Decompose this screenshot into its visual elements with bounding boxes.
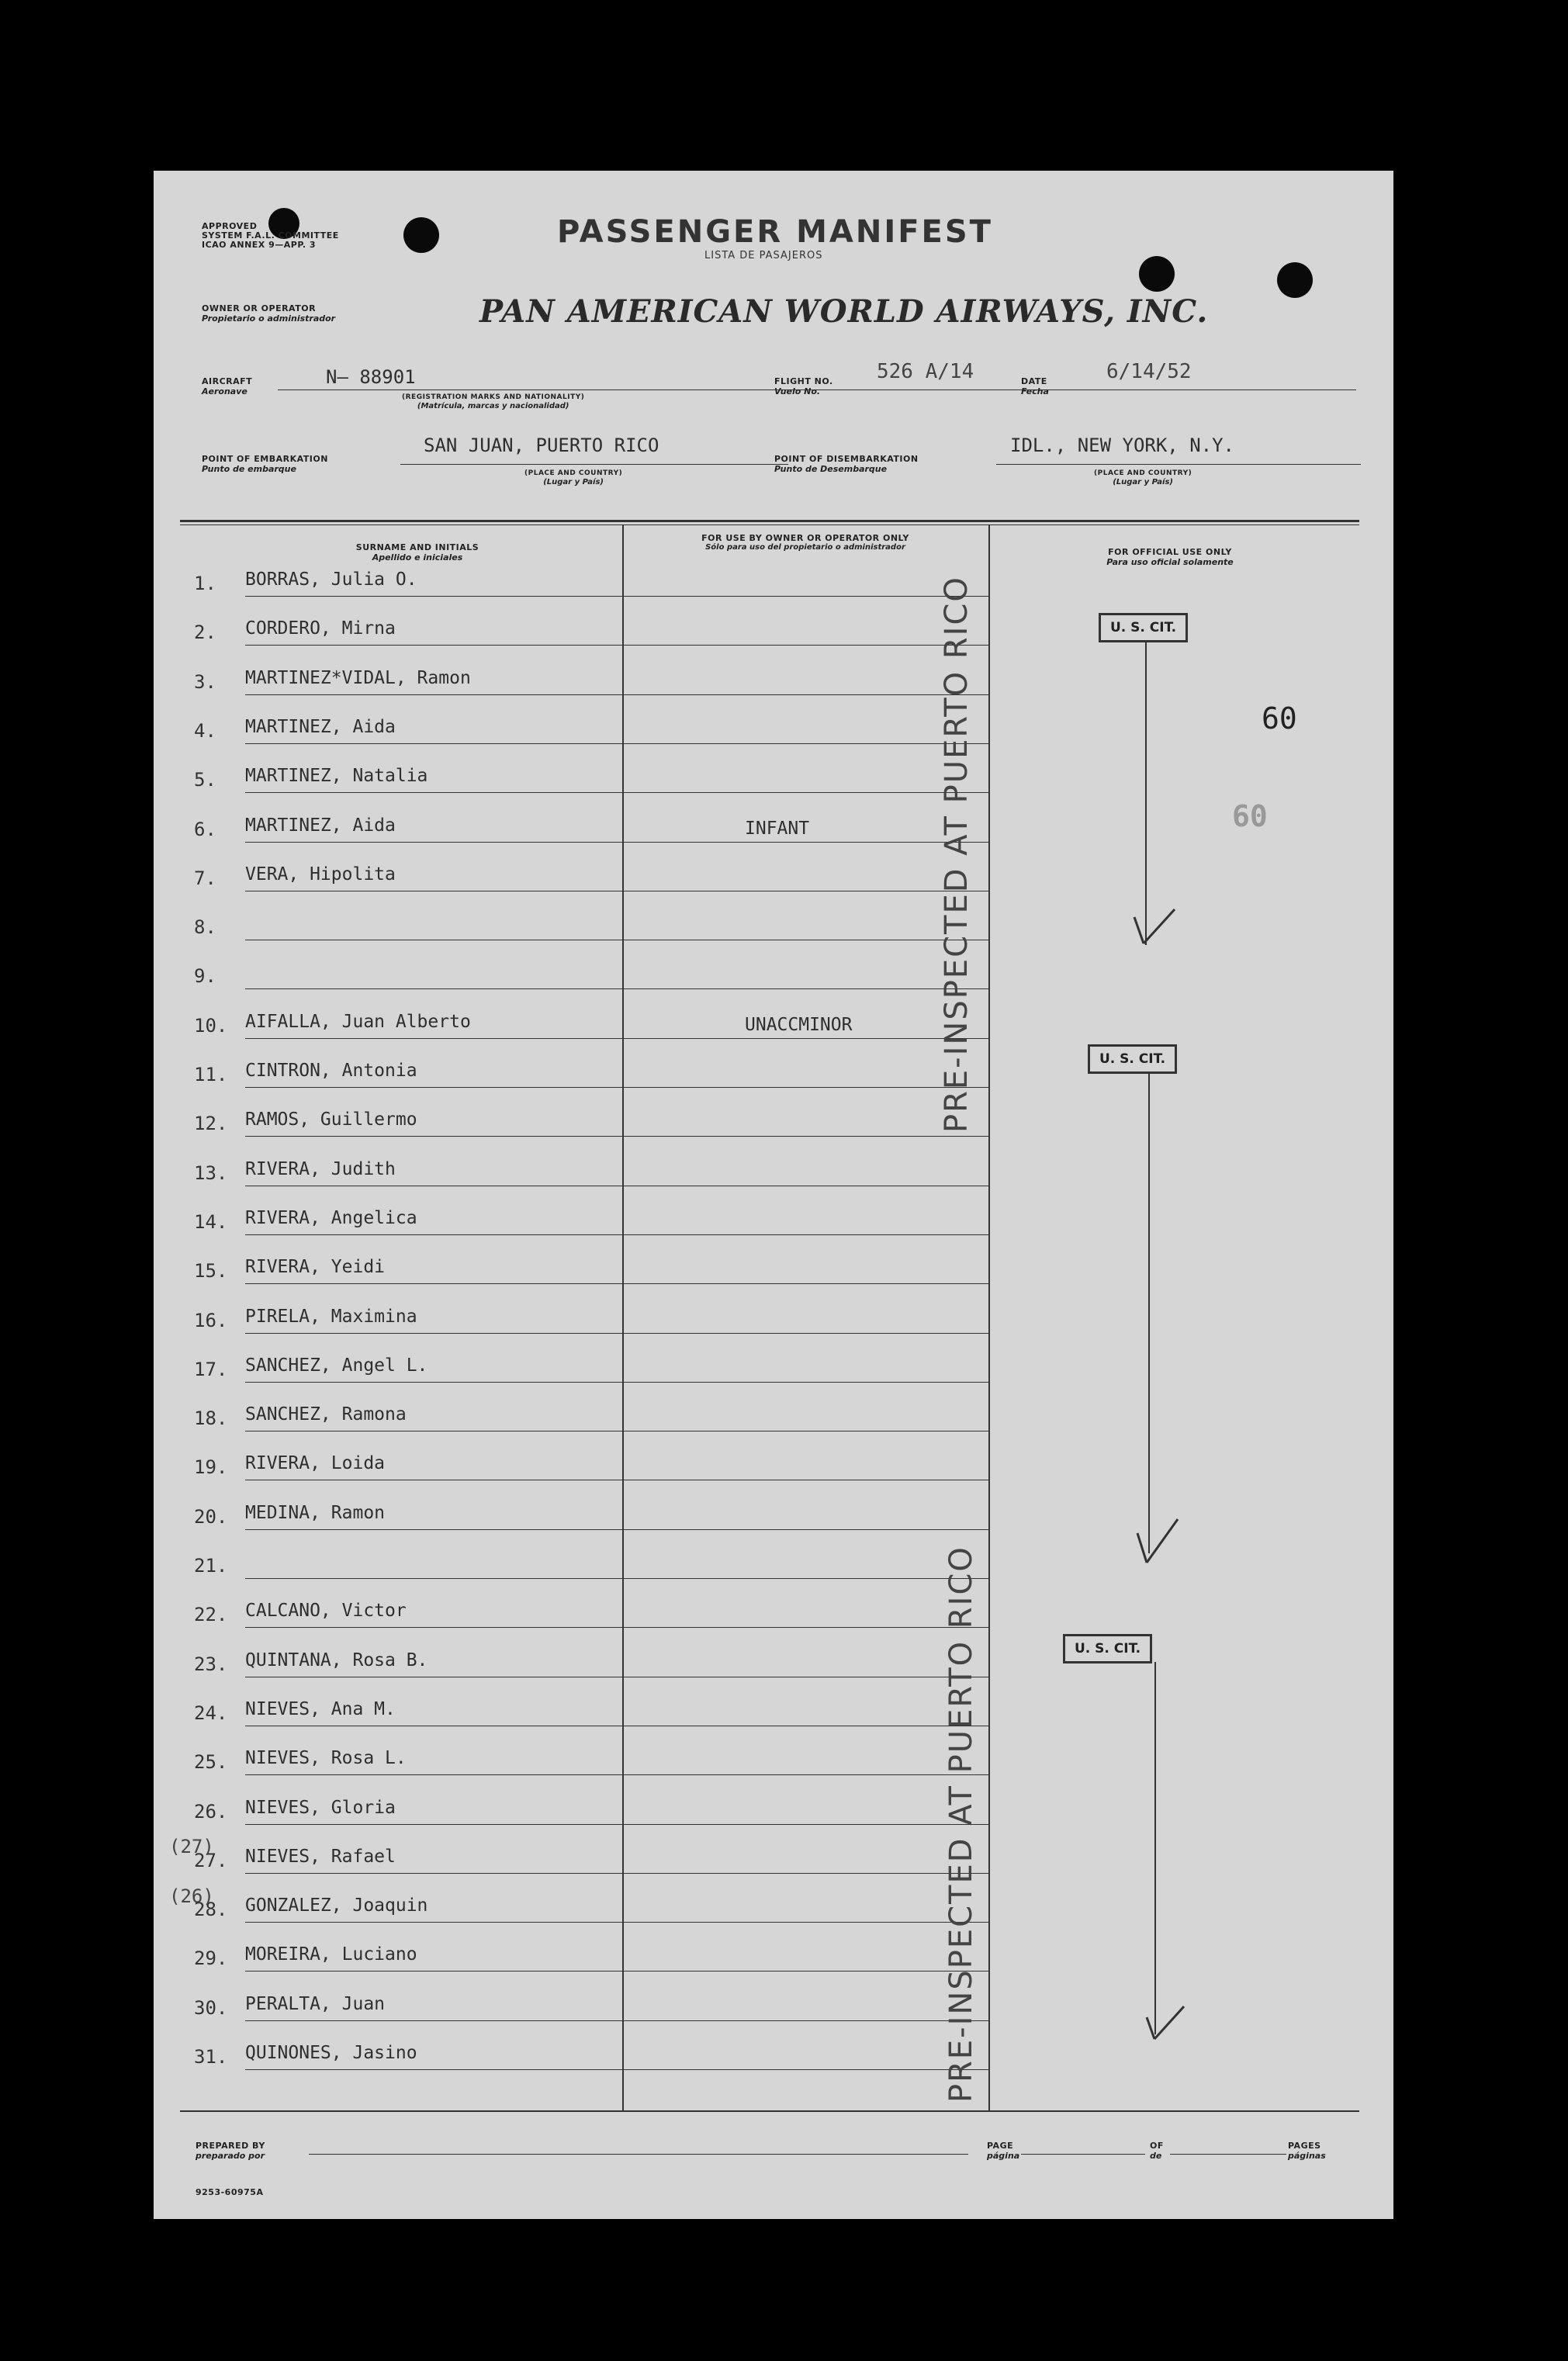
prepared-label: PREPARED BY xyxy=(196,2141,265,2151)
row-rule xyxy=(245,596,988,597)
row-number: 22. xyxy=(194,1604,228,1626)
passenger-name: MARTINEZ, Aida xyxy=(245,815,396,836)
row-number: 15. xyxy=(194,1260,228,1283)
official-header-en: FOR OFFICIAL USE ONLY xyxy=(1108,547,1232,557)
passenger-name: VERA, Hipolita xyxy=(245,864,396,885)
flight-label-block xyxy=(774,377,833,396)
table-bottom-rule xyxy=(180,2110,1359,2112)
date-label-block xyxy=(1021,377,1049,396)
pages-label-block xyxy=(1288,2141,1326,2161)
passenger-name: CINTRON, Antonia xyxy=(245,1061,417,1081)
row-rule xyxy=(245,743,988,744)
disembark-label: POINT OF DISEMBARKATION xyxy=(774,454,919,464)
row-rule xyxy=(245,1873,988,1874)
bracket-line xyxy=(1154,1662,1156,2034)
prepared-by-block xyxy=(196,2141,265,2161)
punch-hole xyxy=(403,217,439,253)
passenger-name: BORRAS, Julia O. xyxy=(245,569,417,590)
approved-block xyxy=(202,222,339,250)
row-number: 18. xyxy=(194,1407,228,1430)
passenger-name: SANCHEZ, Angel L. xyxy=(245,1355,428,1376)
passenger-name: SANCHEZ, Ramona xyxy=(245,1404,407,1425)
row-number: 29. xyxy=(194,1947,228,1970)
row-rule xyxy=(245,2020,988,2021)
underline xyxy=(309,2154,968,2155)
row-number: 26. xyxy=(194,1800,228,1823)
approved-line: ICAO ANNEX 9—APP. 3 xyxy=(202,240,317,250)
passenger-name: CALCANO, Victor xyxy=(245,1601,407,1622)
disembark-place-note xyxy=(1094,469,1192,486)
row-number: 10. xyxy=(194,1014,228,1037)
punch-hole xyxy=(1139,256,1175,292)
place-note-en: (PLACE AND COUNTRY) xyxy=(524,469,623,477)
table-top-rule xyxy=(180,524,1359,525)
row-rule xyxy=(245,1038,988,1039)
check-mark-icon xyxy=(1144,1986,1206,2048)
passenger-name: PIRELA, Maximina xyxy=(245,1306,417,1327)
underline xyxy=(1021,2154,1145,2155)
date-label: DATE xyxy=(1021,376,1047,386)
of-label-es: de xyxy=(1150,2151,1162,2161)
row-rule xyxy=(245,694,988,695)
row-number: 19. xyxy=(194,1456,228,1479)
passenger-name: NIEVES, Gloria xyxy=(245,1797,396,1818)
page-subtitle: LISTA DE PASAJEROS xyxy=(704,250,823,261)
prepared-label-es: preparado por xyxy=(196,2151,265,2161)
check-mark-icon xyxy=(1131,894,1193,956)
manifest-sheet xyxy=(154,171,1393,2219)
aircraft-label-block xyxy=(202,377,252,396)
row-number: 7. xyxy=(194,867,216,889)
row-number: 2. xyxy=(194,621,216,644)
row-rule xyxy=(245,792,988,793)
owner-use-note: INFANT xyxy=(745,818,810,839)
passenger-name: PERALTA, Juan xyxy=(245,1993,386,2014)
row-number: 14. xyxy=(194,1210,228,1233)
aircraft-label-es: Aeronave xyxy=(202,386,247,396)
page-label-es: página xyxy=(987,2151,1020,2161)
aircraft-value: N— 88901 xyxy=(326,366,416,388)
passenger-name: RIVERA, Judith xyxy=(245,1158,396,1179)
passenger-name: AIFALLA, Juan Alberto xyxy=(245,1011,471,1032)
passenger-name: QUINONES, Jasino xyxy=(245,2043,417,2063)
underline xyxy=(996,464,1361,465)
row-number: 31. xyxy=(194,2046,228,2068)
page-label-block xyxy=(987,2141,1019,2161)
underline xyxy=(1054,389,1356,390)
row-rule xyxy=(245,645,988,646)
owner-label: OWNER OR OPERATOR xyxy=(202,303,317,313)
row-number: 5. xyxy=(194,769,216,791)
underline xyxy=(1170,2154,1286,2155)
row-rule xyxy=(245,1627,988,1628)
row-number: 16. xyxy=(194,1309,228,1331)
row-number: 28. xyxy=(194,1899,228,1921)
row-rule xyxy=(245,1922,988,1923)
place-note-es: (Lugar y País) xyxy=(1113,478,1173,486)
of-label-block xyxy=(1150,2141,1164,2161)
passenger-name: NIEVES, Rafael xyxy=(245,1846,396,1867)
registration-note-es: (Matrícula, marcas y nacionalidad) xyxy=(417,402,569,410)
row-number: 4. xyxy=(194,719,216,742)
row-rule xyxy=(245,842,988,843)
row-rule xyxy=(245,1283,988,1284)
row-rule xyxy=(245,1087,988,1088)
row-number: 9. xyxy=(194,965,216,988)
table-top-rule xyxy=(180,520,1359,522)
row-number: 6. xyxy=(194,818,216,840)
row-rule xyxy=(245,1578,988,1579)
passenger-name: GONZALEZ, Joaquin xyxy=(245,1895,428,1916)
row-number: 11. xyxy=(194,1064,228,1085)
row-number: 21. xyxy=(194,1555,228,1577)
owner-use-header-es: Sólo para uso del propietario o administrador xyxy=(705,543,905,552)
preinspected-stamp: PRE-INSPECTED AT PUERTO RICO xyxy=(939,576,974,1133)
approved-line: SYSTEM F.A.L. COMMITTEE xyxy=(202,230,339,241)
passenger-name: RAMOS, Guillermo xyxy=(245,1110,417,1130)
row-number: 30. xyxy=(194,1996,228,2019)
surname-header-es: Apellido e iniciales xyxy=(372,552,463,563)
row-number: 8. xyxy=(194,916,216,939)
place-note-en: (PLACE AND COUNTRY) xyxy=(1094,469,1192,477)
row-number: 24. xyxy=(194,1702,228,1724)
registration-note xyxy=(402,393,584,410)
row-rule xyxy=(245,1234,988,1235)
owner-use-header xyxy=(689,534,922,552)
passenger-count-faint: 60 xyxy=(1232,799,1268,833)
passenger-name: MARTINEZ*VIDAL, Ramon xyxy=(245,667,471,688)
renumber-note: (26) xyxy=(169,1885,214,1907)
row-number: 20. xyxy=(194,1505,228,1528)
check-mark-icon xyxy=(1134,1502,1196,1572)
owner-use-header-en: FOR USE BY OWNER OR OPERATOR ONLY xyxy=(701,533,909,543)
us-citizen-stamp: U. S. CIT. xyxy=(1063,1634,1152,1663)
passenger-name: RIVERA, Angelica xyxy=(245,1207,417,1228)
passenger-name: MOREIRA, Luciano xyxy=(245,1944,417,1965)
embark-place-note xyxy=(524,469,622,486)
row-rule xyxy=(245,1382,988,1383)
date-label-es: Fecha xyxy=(1021,386,1049,396)
row-number: 17. xyxy=(194,1358,228,1380)
passenger-count: 60 xyxy=(1262,701,1297,736)
row-number: 1. xyxy=(194,573,216,594)
passenger-name: NIEVES, Rosa L. xyxy=(245,1748,407,1769)
owner-use-note: UNACCMINOR xyxy=(745,1014,853,1035)
embark-label: POINT OF EMBARKATION xyxy=(202,454,328,464)
page-label: PAGE xyxy=(987,2141,1014,2151)
pages-label: PAGES xyxy=(1288,2141,1321,2151)
row-number: 23. xyxy=(194,1653,228,1675)
column-divider xyxy=(988,524,990,2110)
underline xyxy=(400,464,788,465)
disembark-value: IDL., NEW YORK, N.Y. xyxy=(1010,434,1234,456)
disembark-label-block xyxy=(774,455,919,474)
passenger-name: RIVERA, Loida xyxy=(245,1453,386,1474)
place-note-es: (Lugar y País) xyxy=(543,478,604,486)
row-rule xyxy=(245,1971,988,1972)
embark-label-es: Punto de embarque xyxy=(202,464,296,474)
us-citizen-stamp: U. S. CIT. xyxy=(1088,1044,1177,1074)
passenger-name: QUINTANA, Rosa B. xyxy=(245,1650,428,1670)
date-value: 6/14/52 xyxy=(1106,360,1192,383)
row-rule xyxy=(245,1774,988,1775)
owner-label-es: Propietario o administrador xyxy=(202,313,336,324)
flight-label-es: Vuelo No. xyxy=(774,386,821,396)
passenger-name: RIVERA, Yeidi xyxy=(245,1257,386,1278)
row-number: 12. xyxy=(194,1113,228,1135)
owner-label-block xyxy=(202,304,335,324)
us-citizen-stamp: U. S. CIT. xyxy=(1099,613,1188,642)
embark-label-block xyxy=(202,455,328,474)
pages-label-es: páginas xyxy=(1288,2151,1326,2161)
row-number: 3. xyxy=(194,670,216,693)
form-code: 9253-60975A xyxy=(196,2187,264,2197)
passenger-name: MEDINA, Ramon xyxy=(245,1502,386,1523)
punch-hole xyxy=(1277,262,1313,298)
row-rule xyxy=(245,1333,988,1334)
of-label: OF xyxy=(1150,2141,1164,2151)
operator-name: PAN AMERICAN WORLD AIRWAYS, INC. xyxy=(479,293,1209,330)
passenger-name: NIEVES, Ana M. xyxy=(245,1698,396,1719)
row-rule xyxy=(245,2069,988,2070)
row-number: 13. xyxy=(194,1161,228,1184)
row-number: 27. xyxy=(194,1849,228,1871)
embark-value: SAN JUAN, PUERTO RICO xyxy=(424,434,659,456)
disembark-label-es: Punto de Desembarque xyxy=(774,464,888,474)
row-rule xyxy=(245,988,988,989)
renumber-note: (27) xyxy=(169,1836,214,1857)
page-title: PASSENGER MANIFEST xyxy=(557,214,993,250)
registration-note-en: (REGISTRATION MARKS AND NATIONALITY) xyxy=(402,393,585,401)
row-rule xyxy=(245,1529,988,1530)
flight-label: FLIGHT NO. xyxy=(774,376,833,386)
row-rule xyxy=(245,1824,988,1825)
surname-header-en: SURNAME AND INITIALS xyxy=(355,542,479,552)
official-header-es: Para uso oficial solamente xyxy=(1106,557,1234,567)
row-number: 25. xyxy=(194,1751,228,1774)
passenger-name: MARTINEZ, Natalia xyxy=(245,766,428,787)
bracket-line xyxy=(1148,1074,1150,1553)
preinspected-stamp: PRE-INSPECTED AT PUERTO RICO xyxy=(943,1546,979,2103)
passenger-name: CORDERO, Mirna xyxy=(245,618,396,639)
row-rule xyxy=(245,1136,988,1137)
passenger-name: MARTINEZ, Aida xyxy=(245,716,396,737)
surname-header xyxy=(262,543,573,563)
aircraft-label: AIRCRAFT xyxy=(202,376,253,386)
flight-no-value: 526 A/14 xyxy=(877,360,974,383)
official-header xyxy=(1038,548,1302,567)
approved-line: APPROVED xyxy=(202,221,258,231)
